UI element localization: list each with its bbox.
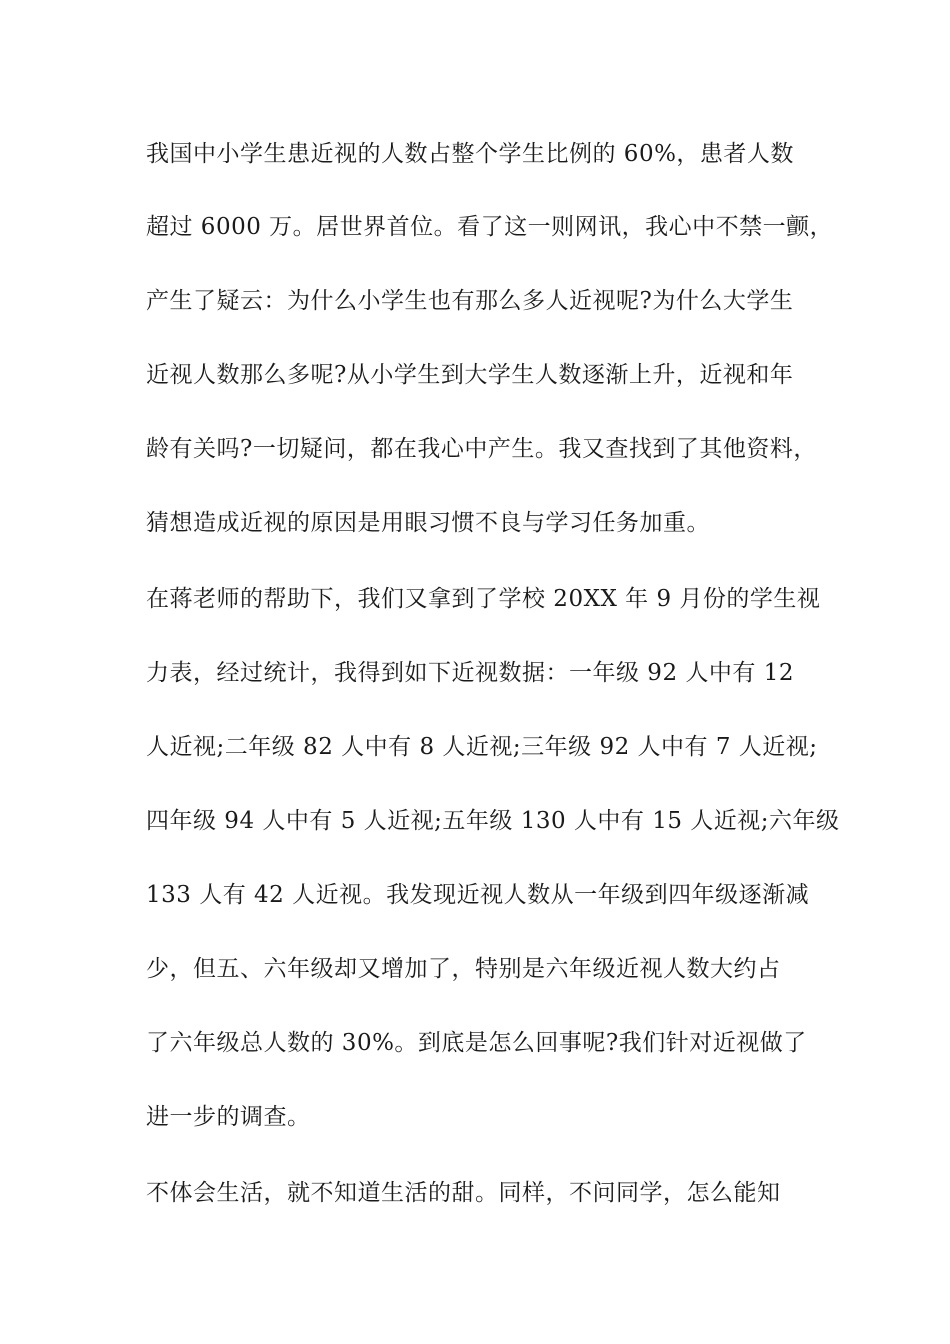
paragraph-1-line-3: 产生了疑云：为什么小学生也有那么多人近视呢?为什么大学生 — [146, 288, 794, 314]
paragraph-1-line-4: 近视人数那么多呢?从小学生到大学生人数逐渐上升，近视和年 — [146, 362, 794, 388]
paragraph-2-line-4: 四年级 94 人中有 5 人近视;五年级 130 人中有 15 人近视;六年级 — [146, 808, 840, 834]
paragraph-2-line-6: 少，但五、六年级却又增加了，特别是六年级近视人数大约占 — [146, 956, 781, 982]
paragraph-2-line-3: 人近视;二年级 82 人中有 8 人近视;三年级 92 人中有 7 人近视; — [146, 734, 818, 760]
paragraph-2-line-7: 了六年级总人数的 30%。到底是怎么回事呢?我们针对近视做了 — [146, 1030, 807, 1056]
paragraph-2-line-2: 力表，经过统计，我得到如下近视数据：一年级 92 人中有 12 — [146, 660, 794, 686]
paragraph-2-line-8: 进一步的调查。 — [146, 1104, 311, 1130]
paragraph-3-line-1: 不体会生活，就不知道生活的甜。同样，不问同学，怎么能知 — [146, 1180, 781, 1206]
paragraph-1-line-6: 猜想造成近视的原因是用眼习惯不良与学习任务加重。 — [146, 510, 710, 536]
paragraph-1-line-5: 龄有关吗?一切疑问，都在我心中产生。我又查找到了其他资料， — [146, 436, 817, 462]
paragraph-2-line-5: 133 人有 42 人近视。我发现近视人数从一年级到四年级逐渐减 — [146, 882, 810, 908]
paragraph-1-line-1: 我国中小学生患近视的人数占整个学生比例的 60%，患者人数 — [146, 141, 794, 167]
paragraph-1-line-2: 超过 6000 万。居世界首位。看了这一则网讯，我心中不禁一颤， — [146, 214, 834, 240]
paragraph-2-line-1: 在蒋老师的帮助下，我们又拿到了学校 20XX 年 9 月份的学生视 — [146, 586, 821, 612]
